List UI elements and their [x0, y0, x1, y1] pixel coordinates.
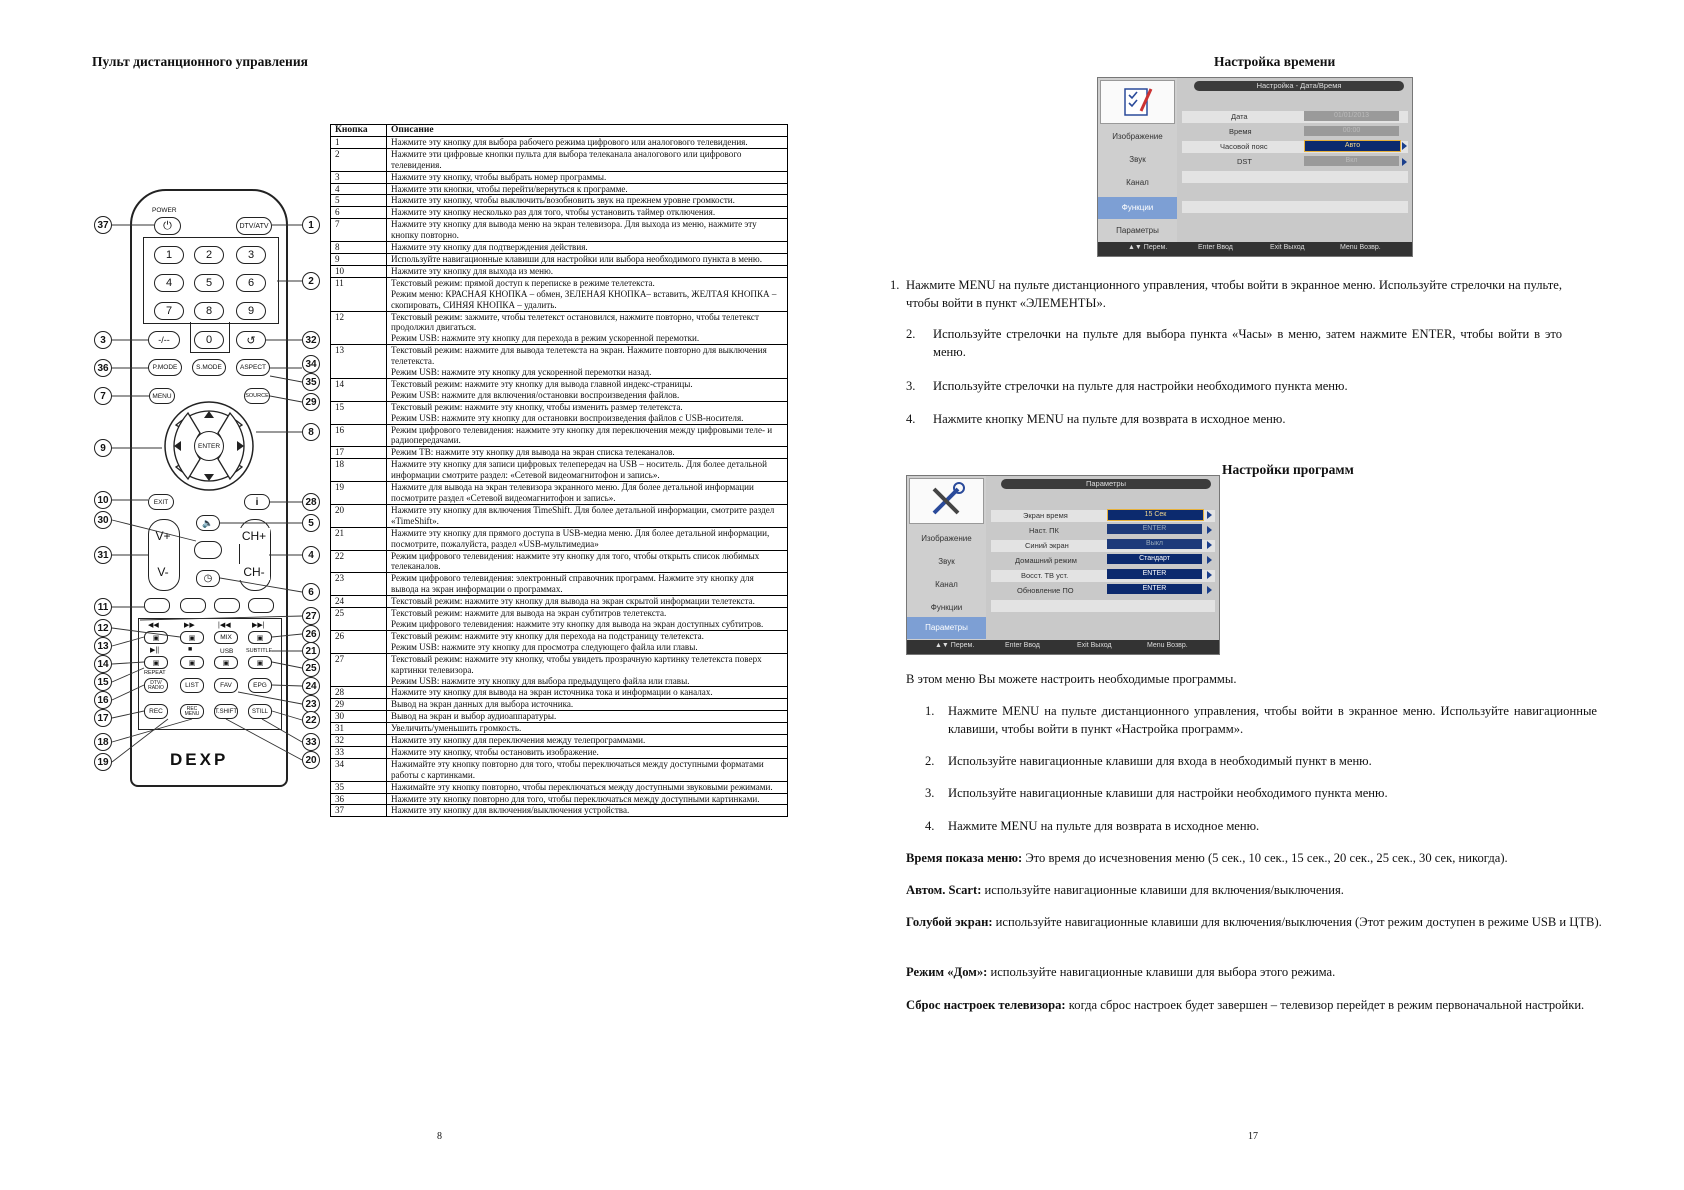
table-row: [331, 277, 788, 311]
definition-auto-scart: Автом. Scart: используйте навигационные клавиши для включения/выключения.: [906, 883, 1344, 897]
digit-0-button[interactable]: 0: [194, 331, 224, 349]
table-cell-description: Нажмите эту кнопку для записи цифровых телепередач на USB – носитель. Для более детальной информации смотрите раздел: «Сетевой видеомагнитофон и запись».: [387, 459, 788, 482]
button-description-table: [330, 124, 788, 817]
osd-time-sidebar: [1098, 78, 1177, 242]
table-row: [331, 758, 788, 781]
program-step-2: 2. Используйте навигационные клавиши для входа в необходимый пункт в меню.: [925, 754, 1372, 768]
rec-button[interactable]: REC: [144, 704, 168, 719]
program-step-1: 1. Нажмите MENU на пульте дистанционного управления, чтобы войти в экранное меню. Используйте навигационные клавиши, чтобы войти в пункт «Настройка программ».: [925, 704, 1597, 736]
stop-caption: ■: [188, 646, 193, 653]
callout-23: 23: [302, 695, 320, 713]
table-cell-button-number: 14: [331, 378, 387, 401]
osd-time-date-label: Дата: [1231, 112, 1248, 121]
callout-7: 7: [94, 387, 112, 405]
table-cell-description: Текстовый режим: нажмите эту кнопку для вывода на экран скрытой информации телетекста.: [387, 596, 788, 608]
table-row: [331, 424, 788, 447]
table-row: [331, 459, 788, 482]
table-row: [331, 378, 788, 401]
osd-time-menu-channel[interactable]: Канал: [1126, 178, 1149, 187]
table-cell-description: Нажмите эту кнопку повторно для того, чтобы переключаться между доступными картинками.: [387, 793, 788, 805]
osd-time-date-value[interactable]: 01/01/2013: [1304, 111, 1399, 121]
osd-time-dst-value[interactable]: Вкл: [1304, 156, 1399, 166]
table-cell-description: Текстовый режим: нажмите эту кнопку, чтобы увидеть прозрачную картинку телетекста поверх картинки телевизора. Режим USB: нажмите эту кнопку для выбора предыдущего файла или главы.: [387, 653, 788, 687]
osd-time-footer-back: Menu Возвр.: [1340, 244, 1381, 251]
table-cell-button-number: 31: [331, 723, 387, 735]
osd-program-footer-back: Menu Возвр.: [1147, 642, 1188, 649]
dtv-radio-button[interactable]: DTV/ RADIO: [144, 678, 168, 693]
osd-program-stripe-4: [991, 600, 1215, 612]
osd-program-home-label: Домашний режим: [1015, 556, 1077, 565]
usb-button[interactable]: ▣: [214, 656, 238, 669]
table-row: [331, 253, 788, 265]
table-row: [331, 573, 788, 596]
digit-2-button[interactable]: 2: [194, 246, 224, 264]
osd-program-pc-value[interactable]: ENTER: [1107, 524, 1202, 534]
table-cell-button-number: 17: [331, 447, 387, 459]
table-cell-description: Нажмите эту кнопку для вывода на экран источника тока и информации о каналах.: [387, 687, 788, 699]
left-page-number: 8: [437, 1131, 442, 1142]
table-row: [331, 219, 788, 242]
table-row: [331, 805, 788, 817]
callout-12: 12: [94, 619, 112, 637]
table-cell-button-number: 12: [331, 311, 387, 345]
osd-time-timezone-arrow-icon: [1402, 142, 1407, 150]
osd-program-blue-label: Синий экран: [1025, 541, 1069, 550]
callout-24: 24: [302, 677, 320, 695]
table-cell-description: Текстовый режим: нажмите эту кнопку для вывода главной индекс-страницы. Режим USB: нажмите для включения/остановки воспроизведения файлов.: [387, 378, 788, 401]
osd-time-menu-parameters[interactable]: Параметры: [1116, 226, 1159, 235]
osd-time-footer-move: ▲▼ Перем.: [1128, 244, 1168, 251]
settings-checklist-icon: [1100, 80, 1175, 124]
osd-program-blue-value[interactable]: Выкл: [1107, 539, 1202, 549]
digit-9-button[interactable]: 9: [236, 302, 266, 320]
osd-program-menu-channel[interactable]: Канал: [935, 580, 958, 589]
table-cell-button-number: 25: [331, 608, 387, 631]
table-row: [331, 311, 788, 345]
digit-6-button[interactable]: 6: [236, 274, 266, 292]
osd-program-menu-parameters[interactable]: Параметры: [907, 617, 986, 639]
play-caption: ▶||: [150, 647, 160, 654]
osd-time-timezone-value[interactable]: Авто: [1304, 140, 1401, 152]
digit-7-button[interactable]: 7: [154, 302, 184, 320]
callout-20: 20: [302, 751, 320, 769]
callout-13: 13: [94, 637, 112, 655]
table-cell-description: Текстовый режим: нажмите эту кнопку, чтобы изменить размер телетекста. Режим USB: нажмите эту кнопку для остановки воспроизведения файлов с USB-носителя.: [387, 401, 788, 424]
table-row: [331, 527, 788, 550]
table-cell-description: Нажмите эту кнопку несколько раз для того, чтобы установить таймер отключения.: [387, 207, 788, 219]
osd-program-screen: [906, 475, 1220, 655]
rewind-caption: ◀◀: [148, 622, 159, 629]
time-step-1: 1. Нажмите MENU на пульте дистанционного управления, чтобы войти в экранное меню. Используйте стрелочки на пульте, чтобы войти в пункт «ЭЛЕМЕНТЫ».: [890, 278, 1562, 310]
table-cell-button-number: 10: [331, 265, 387, 277]
pmode-button[interactable]: P.MODE: [148, 359, 182, 376]
table-cell-button-number: 19: [331, 482, 387, 505]
table-row: [331, 345, 788, 379]
table-cell-button-number: 29: [331, 699, 387, 711]
sleep-button[interactable]: ◷: [196, 570, 220, 587]
callout-15: 15: [94, 673, 112, 691]
callout-18: 18: [94, 733, 112, 751]
callout-lines: [0, 0, 340, 800]
time-step-3: 3. Используйте стрелочки на пульте для настройки необходимого пункта меню.: [906, 379, 1348, 393]
table-cell-description: Нажмите эту кнопку для выхода из меню.: [387, 265, 788, 277]
time-step-2: 2. Используйте стрелочки на пульте для выбора пункта «Часы» в меню, затем нажмите ENTER, чтобы войти в это меню.: [906, 327, 1562, 359]
callout-27: 27: [302, 607, 320, 625]
table-row: [331, 723, 788, 735]
osd-program-blue-arrow-icon: [1207, 541, 1212, 549]
table-cell-description: Нажмите эту кнопку для включения TimeShift. Для более детальной информации, смотрите раздел «TimeShift».: [387, 504, 788, 527]
table-row: [331, 781, 788, 793]
osd-program-home-value[interactable]: Стандарт: [1107, 554, 1202, 564]
table-header-description: Описание: [387, 125, 788, 137]
callout-16: 16: [94, 691, 112, 709]
callout-30: 30: [94, 511, 112, 529]
table-row: [331, 207, 788, 219]
table-cell-button-number: 33: [331, 746, 387, 758]
osd-time-time-value[interactable]: 00:00: [1304, 126, 1399, 136]
table-cell-description: Нажмите эту кнопку для подтверждения действия.: [387, 242, 788, 254]
power-button[interactable]: ⏻: [154, 217, 181, 235]
mute-button[interactable]: 🔈: [196, 515, 220, 531]
table-cell-description: Нажмите эту кнопку, чтобы выбрать номер программы.: [387, 171, 788, 183]
index-button[interactable]: ▣: [144, 656, 168, 669]
digit-3-button[interactable]: 3: [236, 246, 266, 264]
table-row: [331, 183, 788, 195]
callout-2: 2: [302, 272, 320, 290]
table-body: [331, 136, 788, 816]
callout-3: 3: [94, 331, 112, 349]
table-cell-description: Текстовый режим: нажмите эту кнопку для перехода на подстраницу телетекста. Режим USB: нажмите эту кнопку для просмотра следующего файла или главы.: [387, 630, 788, 653]
hold-button[interactable]: ▣: [180, 631, 204, 644]
table-row: [331, 136, 788, 148]
callout-25: 25: [302, 659, 320, 677]
table-cell-button-number: 18: [331, 459, 387, 482]
table-row: [331, 447, 788, 459]
table-cell-button-number: 30: [331, 711, 387, 723]
table-cell-button-number: 27: [331, 653, 387, 687]
epg-button[interactable]: EPG: [248, 678, 272, 693]
table-row: [331, 596, 788, 608]
table-cell-description: Нажмите эти цифровые кнопки пульта для выбора телеканала аналогового или цифрового телевидения.: [387, 148, 788, 171]
callout-33: 33: [302, 733, 320, 751]
table-cell-button-number: 36: [331, 793, 387, 805]
table-row: [331, 265, 788, 277]
osd-program-reset-value[interactable]: ENTER: [1107, 569, 1202, 579]
osd-program-home-arrow-icon: [1207, 556, 1212, 564]
program-intro: В этом меню Вы можете настроить необходимые программы.: [906, 672, 1237, 686]
table-cell-button-number: 16: [331, 424, 387, 447]
osd-program-menu-functions[interactable]: Функции: [930, 603, 963, 612]
info-button[interactable]: i: [244, 494, 270, 510]
mix-button[interactable]: MIX: [214, 631, 238, 644]
table-row: [331, 687, 788, 699]
tools-icon: [909, 478, 984, 524]
callout-36: 36: [94, 359, 112, 377]
table-cell-description: Нажимайте эту кнопку повторно для того, чтобы переключаться между доступными форматами работы с картинками.: [387, 758, 788, 781]
left-page-title: Пульт дистанционного управления: [92, 54, 308, 69]
table-cell-description: Вывод на экран данных для выбора источника.: [387, 699, 788, 711]
osd-time-footer-exit: Exit Выход: [1270, 244, 1305, 251]
table-cell-description: Нажмите эти кнопки, чтобы перейти/вернуться к программе.: [387, 183, 788, 195]
osd-program-pc-arrow-icon: [1207, 526, 1212, 534]
channel-down-button[interactable]: CH-: [238, 564, 270, 580]
callout-21: 21: [302, 642, 320, 660]
callout-26: 26: [302, 625, 320, 643]
forward-caption: ▶▶: [184, 622, 195, 629]
prev-caption: |◀◀: [218, 622, 231, 629]
callout-19: 19: [94, 753, 112, 771]
table-row: [331, 504, 788, 527]
callout-4: 4: [302, 546, 320, 564]
osd-time-timezone-label: Часовой пояс: [1220, 142, 1268, 151]
table-header-row: [331, 125, 788, 137]
table-cell-description: Текстовый режим: прямой доступ к переписке в режиме телетекста. Режим меню: КРАСНАЯ КНОПКА – обмен, ЗЕЛЕНАЯ КНОПКА– вставить, ЖЕЛТАЯ КНОПКА – скопировать, СИНЯЯ КНОПКА – удалить.: [387, 277, 788, 311]
table-row: [331, 195, 788, 207]
list-button[interactable]: LIST: [180, 678, 204, 693]
osd-program-menu-sound[interactable]: Звук: [938, 557, 955, 566]
table-cell-button-number: 24: [331, 596, 387, 608]
table-row: [331, 653, 788, 687]
osd-time-footer-enter: Enter Ввод: [1198, 244, 1233, 251]
callout-6: 6: [302, 583, 320, 601]
callout-22: 22: [302, 711, 320, 729]
osd-program-menu-time-label: Экран время: [1023, 511, 1068, 520]
definition-blue-screen: Голубой экран: используйте навигационные клавиши для включения/выключения (Этот режим доступен в режиме USB и ЦТВ).: [906, 915, 1602, 929]
osd-program-reset-label: Восст. ТВ уст.: [1021, 571, 1069, 580]
table-row: [331, 171, 788, 183]
osd-program-update-label: Обновление ПО: [1017, 586, 1074, 595]
subpage-button[interactable]: ▣: [248, 631, 272, 644]
table-row: [331, 746, 788, 758]
table-cell-button-number: 11: [331, 277, 387, 311]
channel-up-button[interactable]: CH+: [238, 528, 270, 544]
table-cell-description: Режим ТВ: нажмите эту кнопку для вывода на экран списка телеканалов.: [387, 447, 788, 459]
program-step-4: 4. Нажмите MENU на пульте для возврата в исходное меню.: [925, 819, 1260, 833]
digit-5-button[interactable]: 5: [194, 274, 224, 292]
exit-button[interactable]: EXIT: [148, 494, 174, 510]
table-cell-button-number: 7: [331, 219, 387, 242]
tshift-button[interactable]: T.SHIFT: [214, 704, 238, 719]
table-cell-description: Режим цифрового телевидения: электронный справочник программ. Нажмите эту кнопку для вывода на экран информации о программах.: [387, 573, 788, 596]
table-row: [331, 242, 788, 254]
osd-program-footer-enter: Enter Ввод: [1005, 642, 1040, 649]
table-cell-description: Режим цифрового телевидения: нажмите эту кнопку для того, чтобы открыть список любимых телеканалов.: [387, 550, 788, 573]
callout-34: 34: [302, 355, 320, 373]
dexp-logo: DEXP: [170, 750, 229, 769]
table-row: [331, 711, 788, 723]
dash-button[interactable]: -/--: [148, 331, 180, 349]
osd-program-update-value[interactable]: ENTER: [1107, 584, 1202, 594]
table-row: [331, 608, 788, 631]
table-cell-button-number: 32: [331, 735, 387, 747]
osd-program-footer-move: ▲▼ Перем.: [935, 642, 975, 649]
callout-8: 8: [302, 423, 320, 441]
osd-time-stripe-3: [1182, 171, 1408, 183]
table-cell-description: Увеличить/уменьшить громкость.: [387, 723, 788, 735]
table-cell-button-number: 15: [331, 401, 387, 424]
table-row: [331, 401, 788, 424]
table-cell-button-number: 2: [331, 148, 387, 171]
table-cell-description: Нажмите эту кнопку для вывода меню на экран телевизора. Для выхода из меню, нажмите эту кнопку повторно.: [387, 219, 788, 242]
osd-time-footer: [1098, 242, 1412, 256]
osd-program-reset-arrow-icon: [1207, 571, 1212, 579]
osd-time-menu-functions[interactable]: Функции: [1098, 197, 1177, 219]
callout-35: 35: [302, 373, 320, 391]
repeat-caption: REPEAT: [144, 670, 166, 676]
table-cell-description: Нажмите эту кнопку, чтобы выключить/возобновить звук на прежнем уровне громкости.: [387, 195, 788, 207]
callout-9: 9: [94, 439, 112, 457]
table-header-button: Кнопка: [331, 125, 387, 137]
osd-time-time-label: Время: [1229, 127, 1252, 136]
osd-program-menu-picture[interactable]: Изображение: [921, 534, 972, 543]
program-section-title: Настройки программ: [1222, 462, 1354, 477]
digit-4-button[interactable]: 4: [154, 274, 184, 292]
fav-button[interactable]: FAV: [214, 678, 238, 693]
aspect-button[interactable]: ASPECT: [236, 359, 270, 376]
dtv-atv-button[interactable]: DTV/ATV: [236, 217, 272, 235]
table-cell-button-number: 6: [331, 207, 387, 219]
callout-28: 28: [302, 493, 320, 511]
osd-program-header: Параметры: [1001, 479, 1211, 489]
callout-31: 31: [94, 546, 112, 564]
definition-menu-time: Время показа меню: Это время до исчезновения меню (5 сек., 10 сек., 15 сек., 20 сек., 25 сек., 30 сек, никогда).: [906, 851, 1508, 865]
table-cell-description: Текстовый режим: зажмите, чтобы телетекст остановился, нажмите повторно, чтобы телетекст продолжил двигаться. Режим USB: нажмите эту кнопку для перехода в режим ускоренной перемотки.: [387, 311, 788, 345]
size-button[interactable]: ▣: [180, 656, 204, 669]
table-row: [331, 630, 788, 653]
osd-time-header: Настройка - Дата/Время: [1194, 81, 1404, 91]
smode-button[interactable]: S.MODE: [192, 359, 226, 376]
callout-32: 32: [302, 331, 320, 349]
table-cell-description: Используйте навигационные клавиши для настройки или выбора необходимого пункта в меню.: [387, 253, 788, 265]
definition-tv-reset: Сброс настроек телевизора: когда сброс настроек будет завершен – телевизор перейдет в режим первоначальной настройки.: [906, 998, 1585, 1012]
table-cell-button-number: 9: [331, 253, 387, 265]
table-cell-button-number: 3: [331, 171, 387, 183]
table-cell-description: Нажмите эту кнопку для переключения между телепрограммами.: [387, 735, 788, 747]
definition-home-mode: Режим «Дом»: используйте навигационные клавиши для выбора этого режима.: [906, 965, 1336, 979]
table-cell-description: Текстовый режим: нажмите для вывода на экран субтитров телетекста. Режим цифрового телевидения: нажмите эту кнопку для вывода на экран доступных субтитров.: [387, 608, 788, 631]
table-cell-button-number: 22: [331, 550, 387, 573]
callout-11: 11: [94, 598, 112, 616]
volume-up-button[interactable]: V+: [152, 528, 174, 544]
subtitle-button[interactable]: ▣: [248, 656, 272, 669]
program-step-3: 3. Используйте навигационные клавиши для настройки необходимого пункта меню.: [925, 786, 1388, 800]
osd-time-menu-sound[interactable]: Звук: [1129, 155, 1146, 164]
callout-29: 29: [302, 393, 320, 411]
power-caption: POWER: [152, 207, 177, 214]
table-cell-button-number: 5: [331, 195, 387, 207]
osd-program-update-arrow-icon: [1207, 586, 1212, 594]
table-cell-description: Вывод на экран и выбор аудиоаппаратуры.: [387, 711, 788, 723]
osd-time-menu-picture[interactable]: Изображение: [1112, 132, 1163, 141]
table-row: [331, 793, 788, 805]
table-row: [331, 148, 788, 171]
digit-1-button[interactable]: 1: [154, 246, 184, 264]
table-cell-button-number: 34: [331, 758, 387, 781]
callout-10: 10: [94, 491, 112, 509]
recall-button[interactable]: ↺: [236, 331, 266, 349]
enter-button[interactable]: ENTER: [194, 431, 224, 461]
osd-time-stripe-4: [1182, 201, 1408, 213]
osd-program-menu-time-value[interactable]: 15 Сек: [1107, 509, 1204, 521]
teletext-button[interactable]: ▣: [144, 631, 168, 644]
menu-button[interactable]: MENU: [149, 388, 175, 404]
digit-8-button[interactable]: 8: [194, 302, 224, 320]
table-row: [331, 550, 788, 573]
callout-5: 5: [302, 514, 320, 532]
table-cell-description: Нажмите эту кнопку для включения/выключения устройства.: [387, 805, 788, 817]
table-cell-description: Нажмите эту кнопку для прямого доступа в USB-медиа меню. Для более детальной информации, посмотрите, пожалуйста, раздел «USB-мультимедиа»: [387, 527, 788, 550]
table-cell-button-number: 21: [331, 527, 387, 550]
table-cell-button-number: 35: [331, 781, 387, 793]
table-cell-button-number: 1: [331, 136, 387, 148]
table-cell-description: Режим цифрового телевидения: нажмите эту кнопку для переключения между цифровыми теле- и радиопередачами.: [387, 424, 788, 447]
still-button[interactable]: STILL: [248, 704, 272, 719]
time-section-title: Настройка времени: [1214, 54, 1336, 69]
subtitle-caption: SUBTITLE: [246, 648, 273, 654]
osd-program-menu-time-arrow-icon: [1207, 511, 1212, 519]
table-row: [331, 699, 788, 711]
callout-14: 14: [94, 655, 112, 673]
table-cell-button-number: 28: [331, 687, 387, 699]
table-cell-description: Нажмите эту кнопку, чтобы остановить изображение.: [387, 746, 788, 758]
volume-down-button[interactable]: V-: [152, 564, 174, 580]
time-step-4: 4. Нажмите кнопку MENU на пульте для возврата в исходное меню.: [906, 412, 1286, 426]
osd-program-footer: [907, 640, 1219, 654]
table-cell-description: Нажмите эту кнопку для выбора рабочего режима цифрового или аналогового телевидения.: [387, 136, 788, 148]
osd-program-pc-label: Наст. ПК: [1029, 526, 1059, 535]
callout-37: 37: [94, 216, 112, 234]
osd-time-screen: [1097, 77, 1413, 257]
table-cell-button-number: 37: [331, 805, 387, 817]
source-button[interactable]: SOURCE: [244, 388, 270, 404]
table-cell-description: Нажимайте эту кнопку повторно, чтобы переключаться между доступными звуковыми режимами.: [387, 781, 788, 793]
osd-program-footer-exit: Exit Выход: [1077, 642, 1112, 649]
table-row: [331, 482, 788, 505]
table-cell-button-number: 13: [331, 345, 387, 379]
right-page-number: 17: [1248, 1131, 1258, 1142]
table-cell-button-number: 20: [331, 504, 387, 527]
osd-program-sidebar: [907, 476, 986, 640]
osd-time-dst-label: DST: [1237, 157, 1252, 166]
table-cell-button-number: 26: [331, 630, 387, 653]
table-row: [331, 735, 788, 747]
osd-time-dst-arrow-icon: [1402, 158, 1407, 166]
rec-menu-button[interactable]: REC MENU: [180, 704, 204, 719]
table-cell-description: Текстовый режим: нажмите для вывода телетекста на экран. Нажмите повторно для выключения телетекста. Режим USB: нажмите эту кнопку для ускоренной перемотки назад.: [387, 345, 788, 379]
table-cell-description: Нажмите для вывода на экран телевизора экранного меню. Для более детальной информации посмотрите раздел «Сетевой видеомагнитофон и запись».: [387, 482, 788, 505]
usb-caption: USB: [220, 648, 234, 655]
table-cell-button-number: 4: [331, 183, 387, 195]
table-cell-button-number: 8: [331, 242, 387, 254]
next-caption: ▶▶|: [252, 622, 265, 629]
table-cell-button-number: 23: [331, 573, 387, 596]
callout-17: 17: [94, 709, 112, 727]
callout-1: 1: [302, 216, 320, 234]
